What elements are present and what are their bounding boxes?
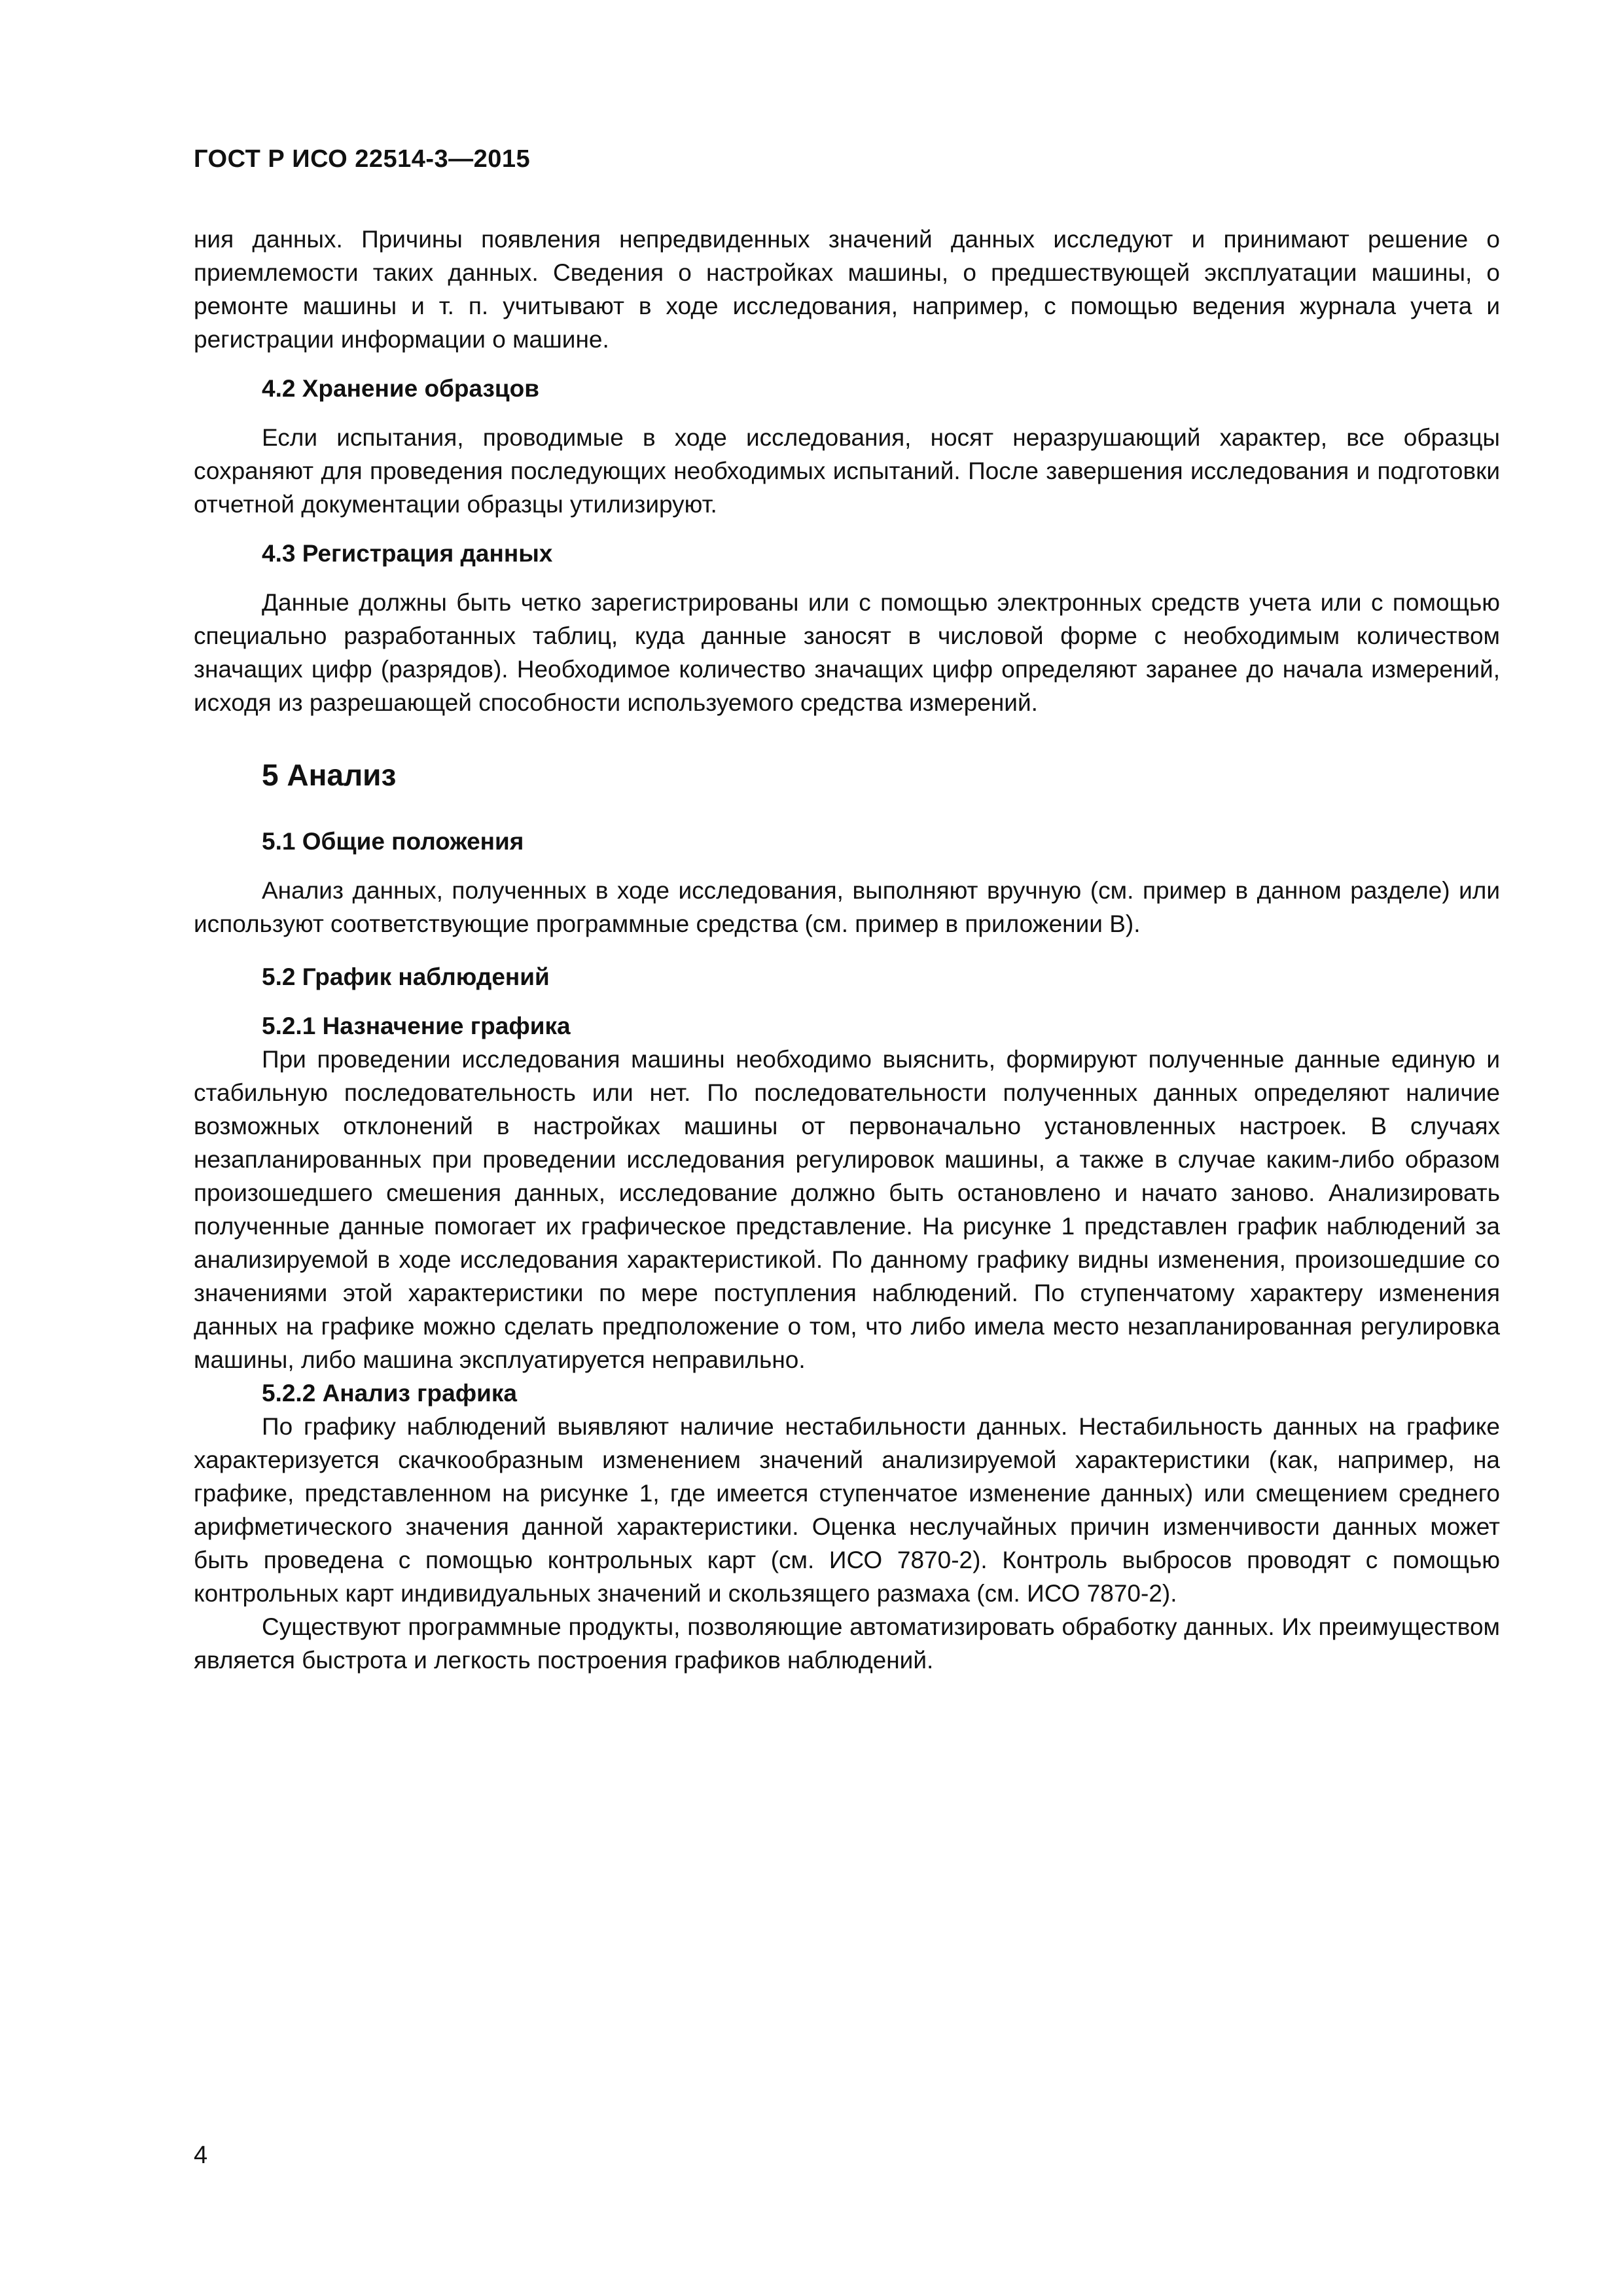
section-4-3-paragraph: Данные должны быть четко зарегистрированы или с помощью электронных средств учета или с помощью специально разработанных таблиц, куда данные заносят в числовой форме с необходимым количеством значащих цифр (разрядов). Необходимое количество значащих цифр определяют заранее до начала измерений, исходя из разрешающей способности используемого средства измерений. <box>194 589 1500 716</box>
section-5-2-2-paragraph-2: Существуют программные продукты, позволяющие автоматизировать обработку данных. Их преимуществом является быстрота и легкость построения графиков наблюдений. <box>194 1613 1500 1674</box>
section-4-3-heading: 4.3 Регистрация данных <box>262 540 553 567</box>
section-5-1-paragraph: Анализ данных, полученных в ходе исследования, выполняют вручную (см. пример в данном разделе) или используют соответствующие программные средства (см. пример в приложении В). <box>194 877 1500 937</box>
section-5-2-heading: 5.2 График наблюдений <box>262 963 550 990</box>
intro-paragraph: ния данных. Причины появления непредвиденных значений данных исследуют и принимают решение о приемлемости таких данных. Сведения о настройках машины, о предшествующей эксплуатации машины, о ремонте машины и т. п. учитывают в ходе исследования, например, с помощью ведения журнала учета и регистрации информации о машине. <box>194 226 1500 353</box>
section-5-heading: 5 Анализ <box>262 758 397 792</box>
section-5-2-1-paragraph: При проведении исследования машины необходимо выяснить, формируют полученные данные единую и стабильную последовательность или нет. По последовательности полученных данных определяют наличие возможных отклонений в настройках машины от первоначально установленных настроек. В случаях незапланированных при проведении исследования регулировок машины, а также в случае каким-либо образом произошедшего смешения данных, исследование должно быть остановлено и начато заново. Анализировать полученные данные помогает их графическое представление. На рисунке 1 представлен график наблюдений за анализируемой в ходе исследования характеристикой. По данному графику видны изменения, произошедшие со значениями этой характеристики по мере поступления наблюдений. По ступенчатому характеру изменения данных на графике можно сделать предположение о том, что либо имела место незапланированная регулировка машины, либо машина эксплуатируется неправильно. <box>194 1046 1500 1373</box>
section-5-2-2-heading: 5.2.2 Анализ графика <box>262 1380 517 1407</box>
section-4-2-paragraph: Если испытания, проводимые в ходе исследования, носят неразрушающий характер, все образцы сохраняют для проведения последующих необходимых испытаний. После завершения исследования и подготовки отчетной документации образцы утилизируют. <box>194 424 1500 518</box>
section-5-2-2-paragraph: По графику наблюдений выявляют наличие нестабильности данных. Нестабильность данных на графике характеризуется скачкообразным изменением значений анализируемой характеристики (как, например, на графике, представленном на рисунке 1, где имеется ступенчатое изменение данных) или смещением среднего арифметического значения данной характеристики. Оценка неслучайных причин изменчивости данных может быть проведена с помощью контрольных карт (см. ИСО 7870-2). Контроль выбросов проводят с помощью контрольных карт индивидуальных значений и скользящего размаха (см. ИСО 7870-2). <box>194 1413 1500 1607</box>
section-5-2-1-heading: 5.2.1 Назначение графика <box>262 1013 571 1039</box>
section-5-1-heading: 5.1 Общие положения <box>262 828 524 855</box>
document-body <box>194 223 1500 1677</box>
document-header: ГОСТ Р ИСО 22514-3—2015 <box>194 145 531 173</box>
section-4-2-heading: 4.2 Хранение образцов <box>262 375 540 402</box>
page-number: 4 <box>194 2142 208 2169</box>
